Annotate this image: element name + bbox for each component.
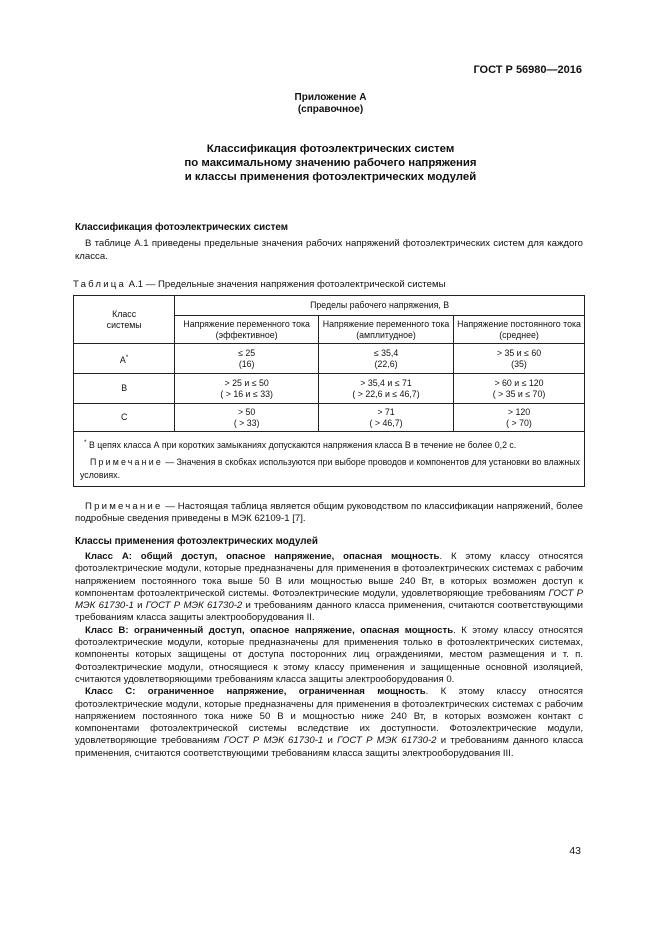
section-heading-classes: Классы применения фотоэлектрических модулей	[75, 535, 318, 547]
standard-designation: ГОСТ Р 56980—2016	[473, 64, 582, 76]
table-row	[74, 404, 585, 432]
voltage-limits-table	[73, 295, 585, 487]
annex-title-line-1: Классификация фотоэлектрических систем	[206, 143, 455, 155]
class-cell: C	[74, 404, 175, 432]
annex-heading	[0, 92, 661, 116]
table-caption	[73, 279, 583, 291]
col-header-class: Класс системы	[74, 296, 175, 344]
cell-ac-peak: ≤ 35,4 (22,6)	[319, 344, 454, 374]
cell-ac-rms: > 25 и ≤ 50 ( > 16 и ≤ 33)	[175, 374, 319, 404]
section-heading-systems: Классификация фотоэлектрических систем	[75, 222, 288, 233]
cell-dc: > 120 ( > 70)	[454, 404, 585, 432]
general-note: Примечание — Настоящая таблица является общим руководством по классификации напряжений, более подробные сведения приведены в МЭК 62109-1 [7].	[75, 501, 583, 525]
class-cell: A*	[74, 344, 175, 374]
cell-ac-rms: > 50 ( > 33)	[175, 404, 319, 432]
annex-title	[0, 142, 661, 184]
cell-ac-peak: > 35,4 и ≤ 71 ( > 22,6 и ≤ 46,7)	[319, 374, 454, 404]
table-notes	[74, 432, 585, 487]
class-b-paragraph: Класс В: ограниченный доступ, опасное напряжение, опасная мощность. К этому классу относятся фотоэлектрические модули, которые предназначены для применения только в фотоэлектрических системах, компоненты которых защищены от доступа посторонних лиц ограждениями, местом размещения и т. п. Фотоэлектрические модули, относящиеся к этому классу применения и защищенные основной изоляцией, считаются удовлетворяющими требованиям класса защиты электрооборудования 0.	[75, 624, 583, 685]
table-footnote: * В цепях класса А при коротких замыканиях допускаются напряжения класса В в течение не более 0,2 с.	[84, 439, 517, 451]
annex-type: (справочное)	[297, 104, 364, 115]
annex-title-line-2: по максимальному значению рабочего напряжения	[184, 157, 477, 169]
table-caption-label: Таблица	[73, 278, 127, 290]
col-header-ac-peak: Напряжение переменного тока (амплитудное)	[319, 316, 454, 344]
table-note: Примечание — Значения в скобках используются при выборе проводов и компонентов для установки во влажных условиях.	[80, 457, 580, 481]
cell-dc: > 60 и ≤ 120 ( > 35 и ≤ 70)	[454, 374, 585, 404]
class-a-paragraph: Класс А: общий доступ, опасное напряжение, опасная мощность. К этому классу относятся фотоэлектрические модули, которые предназначены для применения в фотоэлектрических системах с рабочим напряжением постоянного тока выше 50 В или мощностью выше 240 Вт, в которых возможен доступ к компонентам фотоэлектрической системы. Фотоэлектрические модули, удовлетворяющие требованиям ГОСТ Р МЭК 61730-1 и ГОСТ Р МЭК 61730-2 и требованиям данного класса применения, считаются соответствующими требованиям класса защиты электрооборудования II.	[75, 551, 583, 624]
col-header-group: Пределы рабочего напряжения, В	[175, 296, 585, 316]
document-body	[75, 222, 583, 760]
table-row	[74, 344, 585, 374]
annex-title-line-3: и классы применения фотоэлектрических модулей	[184, 171, 477, 183]
page-number: 43	[569, 845, 581, 857]
cell-dc: > 35 и ≤ 60 (35)	[454, 344, 585, 374]
section-text-systems: В таблице А.1 приведены предельные значения рабочих напряжений фотоэлектрических систем для каждого класса.	[75, 238, 583, 262]
annex-label: Приложение А	[294, 92, 367, 103]
table-caption-text: А.1 — Предельные значения напряжения фотоэлектрической системы	[126, 278, 446, 290]
table-notes-row	[74, 432, 585, 487]
class-c-paragraph: Класс С: ограниченное напряжение, ограниченная мощность. К этому классу относятся фотоэлектрические модули, которые предназначены для применения в фотоэлектрических системах с рабочим напряжением постоянного тока ниже 50 В и мощностью ниже 240 Вт, в которых возможен контакт с компонентами фотоэлектрической системы вследствие их доступности. Фотоэлектрические модули, удовлетворяющие требованиям ГОСТ Р МЭК 61730-1 и ГОСТ Р МЭК 61730-2 и требованиям данного класса применения, считаются соответствующими требованиям класса защиты электрооборудования III.	[75, 686, 583, 759]
col-header-dc: Напряжение постоянного тока (среднее)	[454, 316, 585, 344]
cell-ac-rms: ≤ 25 (16)	[175, 344, 319, 374]
class-cell: B	[74, 374, 175, 404]
cell-ac-peak: > 71 ( > 46,7)	[319, 404, 454, 432]
col-header-ac-rms: Напряжение переменного тока (эффективное)	[175, 316, 319, 344]
table-row	[74, 374, 585, 404]
